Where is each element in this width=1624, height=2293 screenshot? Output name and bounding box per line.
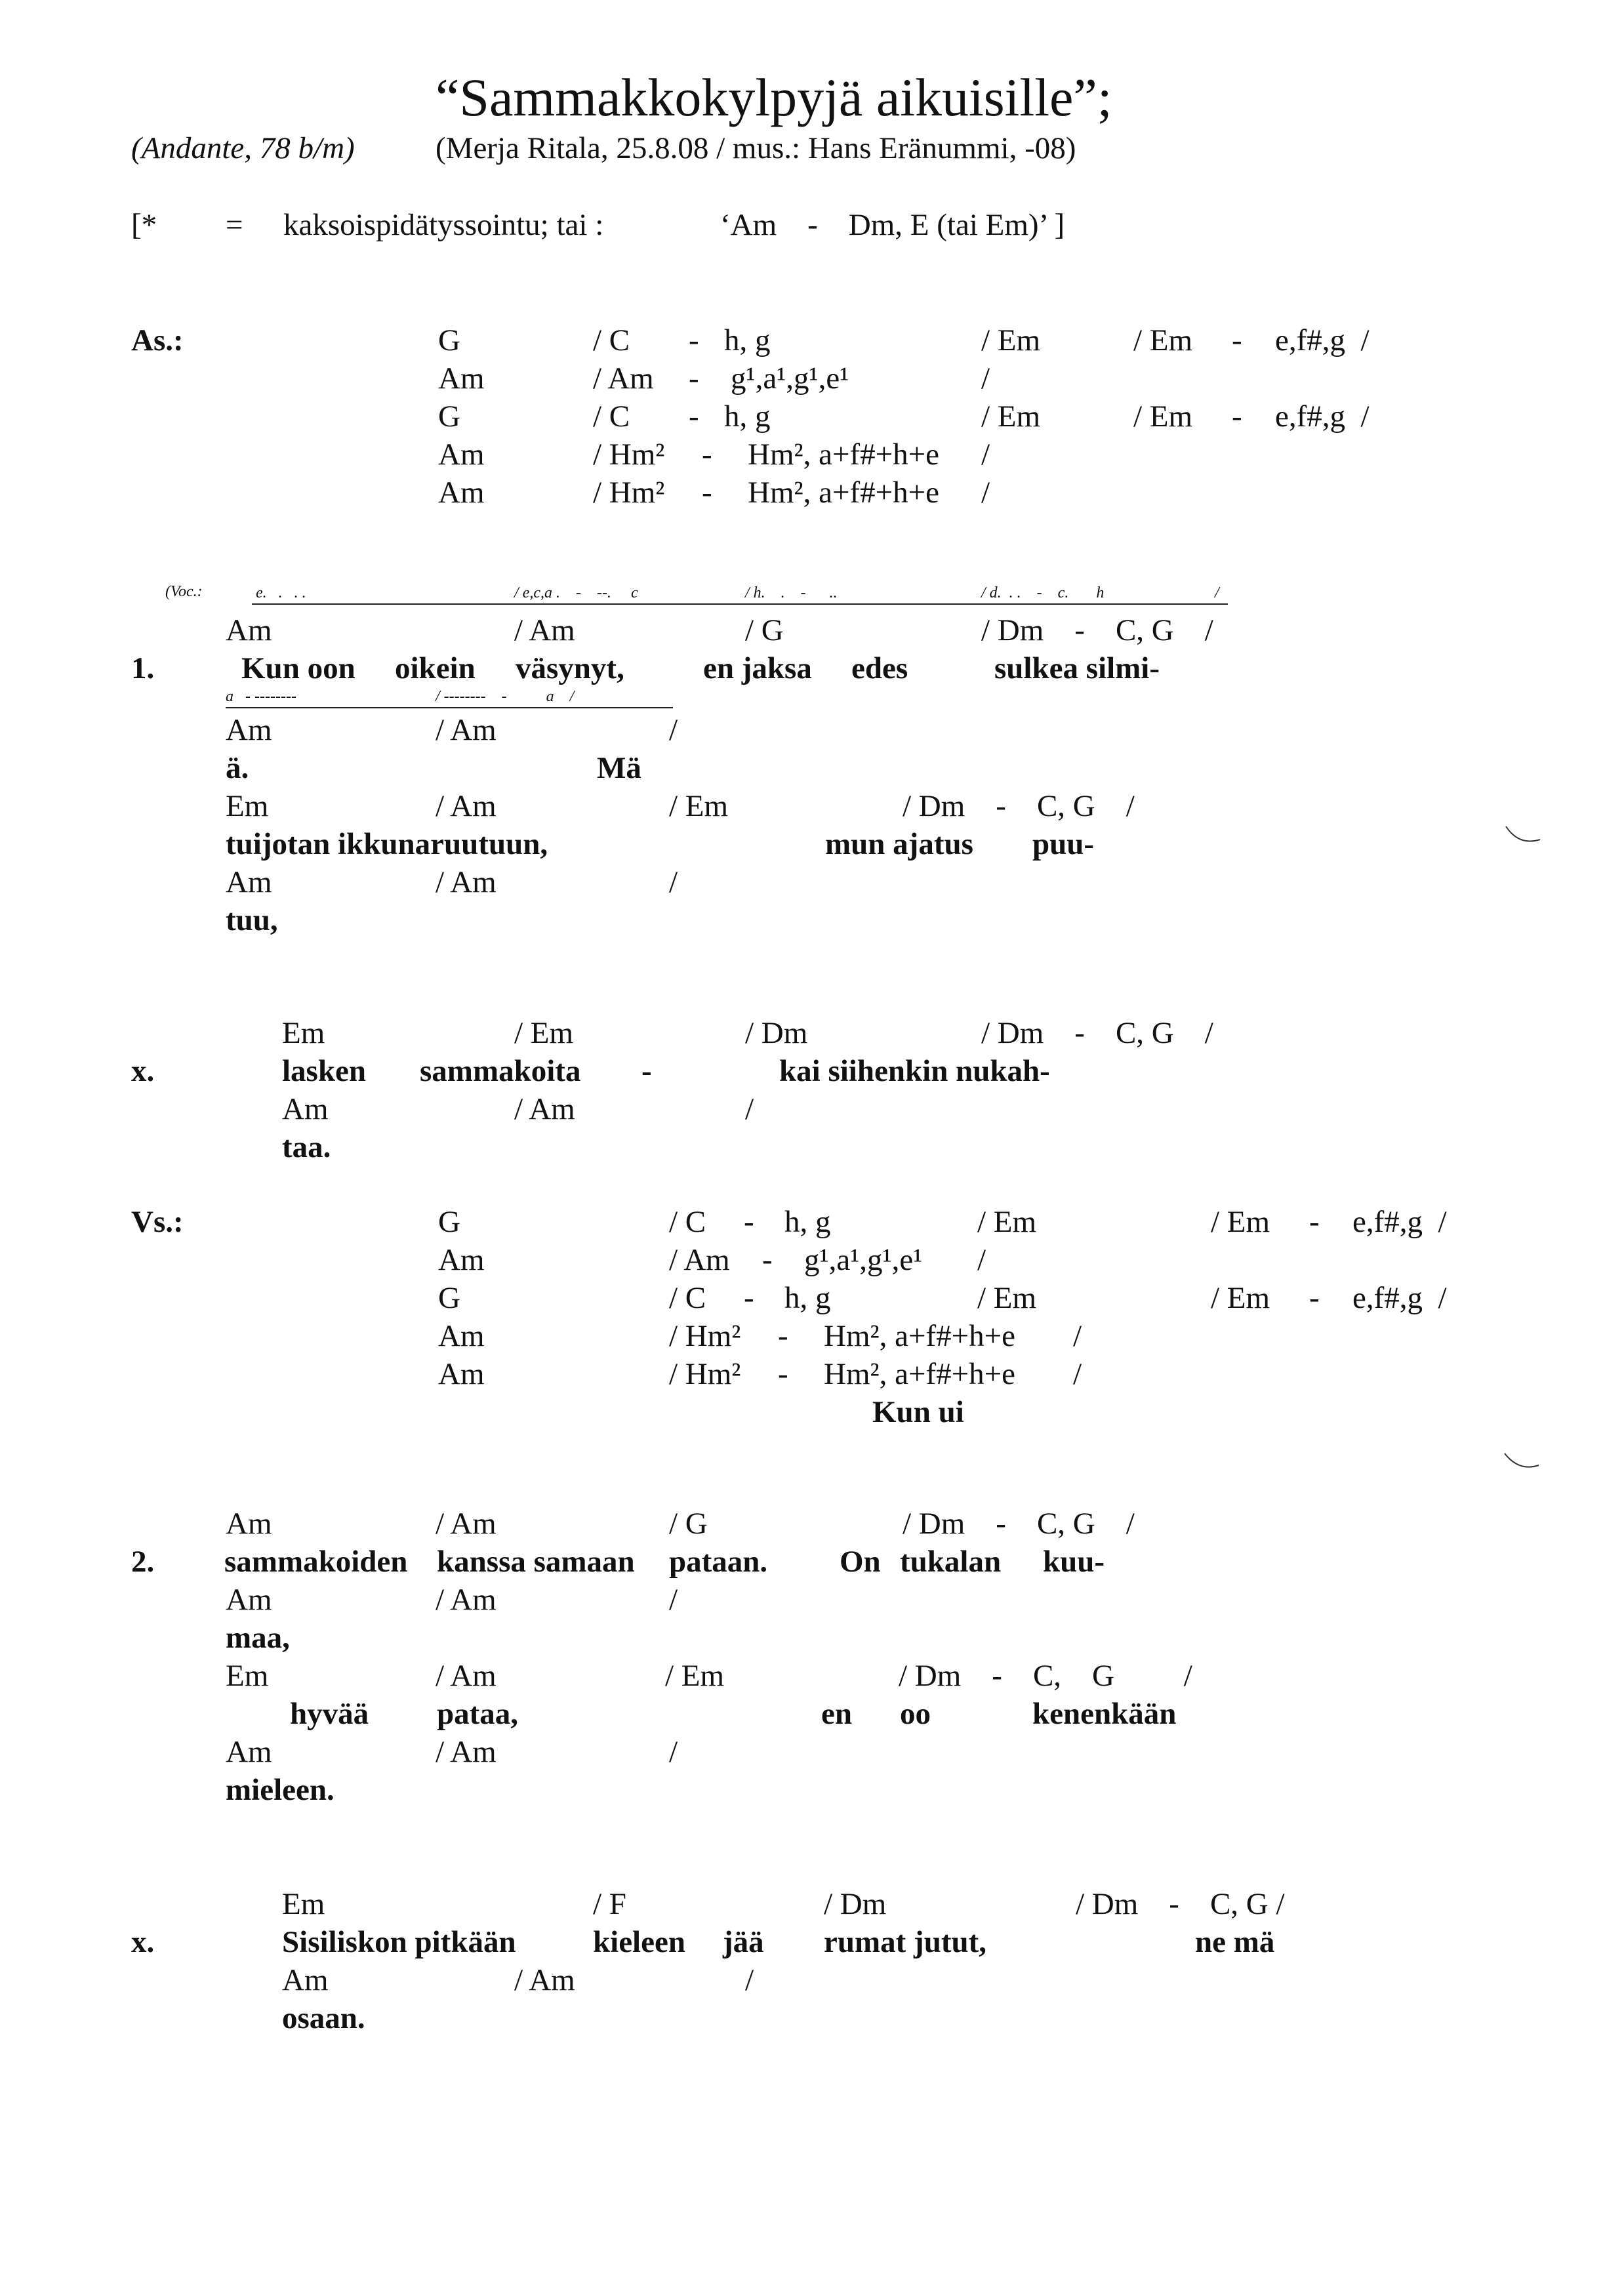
chord: Am: [226, 613, 272, 647]
chord: / G: [745, 613, 784, 647]
lyric: pataan.: [669, 1545, 768, 1579]
chord: / Am: [436, 1659, 497, 1693]
chord: / Dm: [824, 1887, 887, 1921]
voc-notes: / h. . - ..: [745, 584, 838, 601]
chord: / Em: [981, 323, 1041, 357]
lyric-pickup: Kun ui: [872, 1395, 964, 1429]
notes: h, g: [724, 399, 771, 434]
lyric: väsynyt,: [516, 651, 624, 685]
voc-rule: [252, 603, 1228, 605]
note-bracket: [*: [131, 208, 157, 242]
dash: -: [1232, 399, 1242, 434]
chord: / Am: [436, 1507, 497, 1541]
lyric: edes: [851, 651, 908, 685]
dash: -: [1309, 1205, 1320, 1239]
bar: /: [1073, 1357, 1082, 1391]
chord: Em: [226, 1659, 269, 1693]
lyric: On: [840, 1545, 881, 1579]
voc-rule: [226, 707, 673, 708]
chord: / Em: [1211, 1205, 1270, 1239]
lyric: kieleen: [593, 1925, 685, 1959]
dash: -: [702, 476, 712, 510]
voc-notes: / -------- - a /: [436, 688, 575, 705]
notes: g¹,a¹,g¹,e¹: [731, 361, 849, 396]
chord: / Hm²: [593, 476, 665, 510]
notes: Hm², a+f#+h+e: [748, 476, 939, 510]
lyric: kanssa samaan: [437, 1545, 635, 1579]
chord: Am: [226, 1735, 272, 1769]
dash: -: [1232, 323, 1242, 357]
voc-notes: / d. . . - c. h: [981, 584, 1105, 601]
lyric: ne mä: [1195, 1925, 1275, 1959]
note-text: kaksoispidätyssointu; tai :: [283, 208, 604, 242]
lyric: hyvää: [290, 1697, 369, 1731]
dash: -: [778, 1319, 788, 1353]
bar: /: [1073, 1319, 1082, 1353]
bar: /: [669, 1583, 678, 1617]
bar: /: [981, 361, 990, 396]
chord: / Em: [1133, 399, 1193, 434]
chord: Am: [282, 1092, 329, 1126]
lyric: mun ajatus: [825, 827, 973, 861]
lyric: sammakoita: [420, 1054, 581, 1088]
notes: Hm², a+f#+h+e: [824, 1319, 1015, 1353]
chord: Am: [226, 1583, 272, 1617]
lyric: oo: [900, 1697, 931, 1731]
chord: / Hm²: [669, 1357, 741, 1391]
chord: / Am: [436, 713, 497, 747]
breath-mark-icon: [1503, 824, 1543, 850]
chord: G: [438, 1281, 460, 1315]
lyric: tukalan: [900, 1545, 1002, 1579]
section-marker: x.: [131, 1054, 155, 1088]
bar: /: [745, 1963, 754, 1997]
breath-mark-icon: [1502, 1451, 1541, 1477]
tempo-marking: (Andante, 78 b/m): [131, 131, 355, 165]
bar: /: [745, 1092, 754, 1126]
lyric: en: [821, 1697, 852, 1731]
lyric: pataa,: [437, 1697, 519, 1731]
chord: / Em: [669, 789, 729, 823]
chord: / Em: [977, 1281, 1037, 1315]
credits: (Merja Ritala, 25.8.08 / mus.: Hans Eränummi, -08): [436, 131, 1076, 165]
bar: /: [669, 1735, 678, 1769]
chord: Am: [438, 1243, 485, 1277]
lyric: Mä: [597, 751, 641, 785]
chord: / Dm: [745, 1016, 808, 1050]
bar: /: [981, 437, 990, 472]
notes: e,f#,g /: [1275, 323, 1370, 357]
voc-label: (Voc.:: [165, 583, 203, 600]
notes: h, g: [784, 1205, 831, 1239]
lyric: ä.: [226, 751, 249, 785]
bar: /: [981, 476, 990, 510]
chord: / Em: [977, 1205, 1037, 1239]
chord: / Am: [514, 1092, 575, 1126]
chord: Em: [226, 789, 269, 823]
chord: / Am: [436, 865, 497, 899]
verse-number: 1.: [131, 651, 155, 685]
chord: / Dm - C, G /: [1076, 1887, 1285, 1921]
lyric: rumat jutut,: [824, 1925, 987, 1959]
section-marker: x.: [131, 1925, 155, 1959]
notes: e,f#,g /: [1352, 1205, 1447, 1239]
chord: / Dm - C, G /: [981, 1016, 1213, 1050]
chord: / Am: [669, 1243, 730, 1277]
chord: Em: [282, 1887, 325, 1921]
verse-number: 2.: [131, 1545, 155, 1579]
note-equals: =: [226, 208, 243, 242]
lyric: sammakoiden: [224, 1545, 408, 1579]
chord: / C: [593, 399, 630, 434]
chord: / Am: [514, 1963, 575, 1997]
chord: / Em: [1211, 1281, 1270, 1315]
bar: /: [977, 1243, 986, 1277]
chord: Am: [226, 865, 272, 899]
lyric: puu-: [1032, 827, 1095, 861]
chord: Am: [438, 1319, 485, 1353]
lyric: osaan.: [282, 2001, 365, 2035]
chord: Am: [282, 1963, 329, 1997]
chord: / Em: [665, 1659, 725, 1693]
dash: -: [744, 1205, 754, 1239]
chord: / Em: [981, 399, 1041, 434]
chord: Am: [438, 1357, 485, 1391]
lyric: sulkea silmi-: [994, 651, 1160, 685]
chord: / F: [593, 1887, 626, 1921]
dash: -: [744, 1281, 754, 1315]
intro-label: As.:: [131, 323, 184, 357]
interlude-label: Vs.:: [131, 1205, 184, 1239]
chord: Am: [226, 713, 272, 747]
lyric: mieleen.: [226, 1773, 335, 1807]
dash: -: [689, 323, 699, 357]
chord: / Am: [436, 1583, 497, 1617]
dash: -: [689, 361, 699, 396]
chord: / Em: [514, 1016, 574, 1050]
chord: / Hm²: [593, 437, 665, 472]
dash: -: [702, 437, 712, 472]
lyric: kenenkään: [1032, 1697, 1177, 1731]
chord: G: [438, 399, 460, 434]
chord: / Dm - C, G /: [899, 1659, 1192, 1693]
chord: / Dm - C, G /: [981, 613, 1213, 647]
bar: /: [669, 865, 678, 899]
chord: G: [438, 1205, 460, 1239]
chord: / Am: [436, 1735, 497, 1769]
chord: / Dm - C, G /: [903, 789, 1135, 823]
chord: / G: [669, 1507, 708, 1541]
chord: / C: [669, 1281, 706, 1315]
note-alternative: ‘Am - Dm, E (tai Em)’ ]: [720, 208, 1065, 242]
chord: / Hm²: [669, 1319, 741, 1353]
lyric: tuu,: [226, 903, 278, 937]
notes: h, g: [724, 323, 771, 357]
lyric: kuu-: [1043, 1545, 1105, 1579]
lyric: taa.: [282, 1130, 331, 1164]
lyric: jää: [723, 1925, 764, 1959]
chord: / Em: [1133, 323, 1193, 357]
chord: Am: [438, 361, 485, 396]
voc-notes: /: [1215, 584, 1219, 601]
lyric: Kun oon: [241, 651, 355, 685]
notes: e,f#,g /: [1275, 399, 1370, 434]
chord: / Am: [436, 789, 497, 823]
chord: / Dm - C, G /: [903, 1507, 1135, 1541]
notes: Hm², a+f#+h+e: [748, 437, 939, 472]
chord: Am: [438, 437, 485, 472]
chord: G: [438, 323, 460, 357]
chord: / C: [593, 323, 630, 357]
voc-notes: a - --------: [226, 688, 296, 705]
lyric: en jaksa: [703, 651, 812, 685]
lyric: Sisiliskon pitkään: [282, 1925, 516, 1959]
chord: / C: [669, 1205, 706, 1239]
lyric: oikein: [395, 651, 476, 685]
dash: -: [1309, 1281, 1320, 1315]
voc-notes: / e,c,a . - --. c: [514, 584, 638, 601]
lyric: maa,: [226, 1621, 290, 1655]
lyric: tuijotan ikkunaruutuun,: [226, 827, 548, 861]
lyric: kai siihenkin nukah-: [779, 1054, 1050, 1088]
lyric: -: [641, 1054, 652, 1088]
chord: Am: [438, 476, 485, 510]
chord: / Am: [514, 613, 575, 647]
notes: g¹,a¹,g¹,e¹: [804, 1243, 923, 1277]
bar: /: [669, 713, 678, 747]
page-title: “Sammakkokylpyjä aikuisille”;: [436, 68, 1112, 127]
lyric: lasken: [282, 1054, 366, 1088]
notes: Hm², a+f#+h+e: [824, 1357, 1015, 1391]
dash: -: [689, 399, 699, 434]
chord: Am: [226, 1507, 272, 1541]
notes: h, g: [784, 1281, 831, 1315]
chord: Em: [282, 1016, 325, 1050]
chord: / Am: [593, 361, 654, 396]
notes: e,f#,g /: [1352, 1281, 1447, 1315]
dash: -: [762, 1243, 773, 1277]
dash: -: [778, 1357, 788, 1391]
voc-notes: e. . . .: [256, 584, 306, 601]
